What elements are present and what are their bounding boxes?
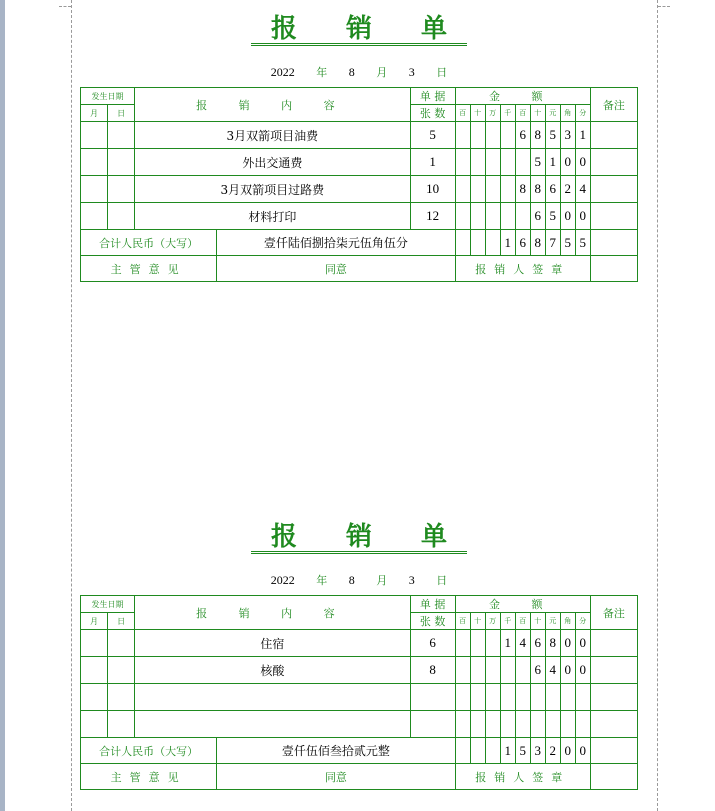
date-day-unit: 日 xyxy=(436,66,448,79)
header-occur-date: 发生日期 xyxy=(81,596,135,613)
row-digit[interactable]: 0 xyxy=(560,203,575,230)
digit-header: 分 xyxy=(575,105,590,122)
total-digit[interactable] xyxy=(485,738,500,764)
row-digit[interactable] xyxy=(455,630,470,657)
signer-label: 报销人签章 xyxy=(455,256,590,282)
row-digit[interactable] xyxy=(515,684,530,711)
row-count[interactable]: 8 xyxy=(410,657,455,684)
date-month: 8 xyxy=(348,65,355,79)
header-receipt-count-2: 张 数 xyxy=(410,105,455,122)
total-digit[interactable]: 3 xyxy=(530,738,545,764)
expense-table xyxy=(80,87,638,282)
window-left-edge xyxy=(0,0,5,811)
row-digit[interactable]: 0 xyxy=(575,630,590,657)
row-month[interactable] xyxy=(81,630,108,657)
row-digit[interactable]: 2 xyxy=(560,176,575,203)
row-digit[interactable]: 6 xyxy=(530,203,545,230)
row-digit[interactable]: 6 xyxy=(530,657,545,684)
total-remarks[interactable] xyxy=(590,738,637,764)
row-count[interactable] xyxy=(410,684,455,711)
header-content: 报 销 内 容 xyxy=(135,596,410,630)
total-digit[interactable] xyxy=(455,738,470,764)
row-digit[interactable] xyxy=(455,684,470,711)
row-digit[interactable] xyxy=(455,149,470,176)
expense-row xyxy=(81,203,638,230)
date-month-unit: 月 xyxy=(376,66,388,79)
total-digit[interactable]: 1 xyxy=(500,738,515,764)
date-month: 8 xyxy=(348,573,355,587)
digit-header: 十 xyxy=(530,105,545,122)
total-digit[interactable]: 0 xyxy=(575,738,590,764)
row-digit[interactable] xyxy=(455,122,470,149)
row-digit[interactable] xyxy=(470,657,485,684)
row-content[interactable]: 外出交通费 xyxy=(135,149,410,176)
digit-header: 元 xyxy=(545,105,560,122)
total-row xyxy=(81,738,638,764)
row-digit[interactable] xyxy=(455,176,470,203)
total-digit[interactable]: 0 xyxy=(560,738,575,764)
total-words[interactable]: 壹仟陆佰捌拾柒元伍角伍分 xyxy=(217,230,455,256)
row-remarks[interactable] xyxy=(590,657,637,684)
row-digit[interactable] xyxy=(500,176,515,203)
header-receipt-count-1: 单 据 xyxy=(410,88,455,105)
header-amount: 金 额 xyxy=(455,596,590,613)
row-digit[interactable]: 6 xyxy=(530,630,545,657)
expense-row xyxy=(81,657,638,684)
supervisor-opinion[interactable]: 同意 xyxy=(217,256,455,282)
row-digit[interactable] xyxy=(470,630,485,657)
row-digit[interactable] xyxy=(485,711,500,738)
row-digit[interactable]: 4 xyxy=(575,176,590,203)
row-digit[interactable] xyxy=(485,630,500,657)
row-digit[interactable] xyxy=(485,176,500,203)
total-digit[interactable]: 7 xyxy=(545,230,560,256)
supervisor-label: 主管意见 xyxy=(81,256,217,282)
row-month[interactable] xyxy=(81,203,108,230)
signer-signature[interactable] xyxy=(590,764,637,790)
digit-header: 百 xyxy=(515,105,530,122)
row-digit[interactable]: 0 xyxy=(575,657,590,684)
row-digit[interactable]: 6 xyxy=(545,176,560,203)
signature-row xyxy=(81,764,638,790)
row-digit[interactable]: 0 xyxy=(575,149,590,176)
digit-header: 角 xyxy=(560,105,575,122)
total-remarks[interactable] xyxy=(590,230,637,256)
row-content[interactable]: 材料打印 xyxy=(135,203,410,230)
row-count[interactable]: 5 xyxy=(410,122,455,149)
row-content[interactable] xyxy=(135,684,410,711)
row-digit[interactable]: 0 xyxy=(560,657,575,684)
row-digit[interactable] xyxy=(470,203,485,230)
digit-header: 角 xyxy=(560,613,575,630)
row-day[interactable] xyxy=(108,657,135,684)
header-receipt-count-2: 张 数 xyxy=(410,613,455,630)
header-receipt-count-1: 单 据 xyxy=(410,596,455,613)
row-digit[interactable]: 5 xyxy=(545,122,560,149)
digit-header: 百 xyxy=(455,105,470,122)
digit-header: 万 xyxy=(485,105,500,122)
row-content[interactable]: 核酸 xyxy=(135,657,410,684)
row-digit[interactable] xyxy=(500,149,515,176)
expense-row xyxy=(81,176,638,203)
total-digit[interactable]: 2 xyxy=(545,738,560,764)
row-count[interactable] xyxy=(410,711,455,738)
supervisor-label: 主管意见 xyxy=(81,764,217,790)
date-year-unit: 年 xyxy=(316,574,328,587)
row-count[interactable]: 10 xyxy=(410,176,455,203)
digit-header: 百 xyxy=(515,613,530,630)
margin-corner-right xyxy=(658,0,670,7)
row-day[interactable] xyxy=(108,203,135,230)
total-digit[interactable] xyxy=(455,230,470,256)
total-label: 合计人民币（大写） xyxy=(81,230,217,256)
form-date xyxy=(80,572,638,586)
total-digit[interactable]: 5 xyxy=(515,738,530,764)
digit-header: 十 xyxy=(470,105,485,122)
header-day: 日 xyxy=(108,105,135,122)
form-title: 报 销 单 xyxy=(251,16,467,46)
row-content[interactable] xyxy=(135,711,410,738)
row-digit[interactable] xyxy=(470,122,485,149)
signer-signature[interactable] xyxy=(590,256,637,282)
digit-header: 分 xyxy=(575,613,590,630)
form-title-wrap xyxy=(80,524,638,550)
date-day: 3 xyxy=(408,65,415,79)
row-digit[interactable] xyxy=(455,711,470,738)
row-digit[interactable]: 3 xyxy=(560,122,575,149)
row-digit[interactable] xyxy=(500,657,515,684)
row-digit[interactable] xyxy=(515,149,530,176)
row-digit[interactable]: 1 xyxy=(500,630,515,657)
row-month[interactable] xyxy=(81,149,108,176)
date-day: 3 xyxy=(408,573,415,587)
signer-label: 报销人签章 xyxy=(455,764,590,790)
total-digit[interactable]: 8 xyxy=(530,230,545,256)
form-title-wrap xyxy=(80,16,638,42)
row-digit[interactable]: 6 xyxy=(515,122,530,149)
row-digit[interactable]: 8 xyxy=(530,176,545,203)
row-digit[interactable] xyxy=(500,684,515,711)
row-digit[interactable] xyxy=(500,203,515,230)
row-digit[interactable]: 1 xyxy=(575,122,590,149)
row-digit[interactable] xyxy=(485,657,500,684)
row-digit[interactable]: 1 xyxy=(545,149,560,176)
row-digit[interactable] xyxy=(485,122,500,149)
row-digit[interactable] xyxy=(515,711,530,738)
digit-header: 十 xyxy=(470,613,485,630)
total-label: 合计人民币（大写） xyxy=(81,738,217,764)
header-remarks: 备注 xyxy=(590,88,637,122)
date-day-unit: 日 xyxy=(436,574,448,587)
row-digit[interactable] xyxy=(455,203,470,230)
row-digit[interactable] xyxy=(545,684,560,711)
signature-row xyxy=(81,256,638,282)
expense-row xyxy=(81,149,638,176)
digit-header: 十 xyxy=(530,613,545,630)
row-remarks[interactable] xyxy=(590,711,637,738)
row-digit[interactable]: 4 xyxy=(545,657,560,684)
date-year: 2022 xyxy=(270,65,295,79)
row-digit[interactable] xyxy=(470,149,485,176)
total-digit[interactable] xyxy=(485,230,500,256)
form-title: 报 销 单 xyxy=(251,524,467,554)
row-digit[interactable] xyxy=(575,711,590,738)
header-month: 月 xyxy=(81,613,108,630)
row-count[interactable]: 12 xyxy=(410,203,455,230)
row-digit[interactable] xyxy=(485,203,500,230)
row-day[interactable] xyxy=(108,630,135,657)
row-digit[interactable] xyxy=(545,711,560,738)
row-day[interactable] xyxy=(108,711,135,738)
row-content[interactable]: 住宿 xyxy=(135,630,410,657)
row-digit[interactable] xyxy=(470,176,485,203)
digit-header: 元 xyxy=(545,613,560,630)
row-remarks[interactable] xyxy=(590,684,637,711)
row-digit[interactable] xyxy=(485,684,500,711)
row-digit[interactable]: 8 xyxy=(530,122,545,149)
total-words[interactable]: 壹仟伍佰叁拾贰元整 xyxy=(217,738,455,764)
expense-row xyxy=(81,711,638,738)
row-count[interactable]: 6 xyxy=(410,630,455,657)
row-digit[interactable] xyxy=(530,684,545,711)
row-remarks[interactable] xyxy=(590,176,637,203)
form-date xyxy=(80,64,638,78)
digit-header: 百 xyxy=(455,613,470,630)
total-digit[interactable]: 5 xyxy=(575,230,590,256)
row-digit[interactable] xyxy=(455,657,470,684)
total-digit[interactable] xyxy=(470,738,485,764)
expense-row xyxy=(81,122,638,149)
row-content[interactable]: 3月双箭项目过路费 xyxy=(135,176,410,203)
header-month: 月 xyxy=(81,105,108,122)
row-remarks[interactable] xyxy=(590,149,637,176)
row-digit[interactable]: 5 xyxy=(530,149,545,176)
row-month[interactable] xyxy=(81,684,108,711)
row-day[interactable] xyxy=(108,149,135,176)
header-content: 报 销 内 容 xyxy=(135,88,410,122)
row-digit[interactable] xyxy=(470,684,485,711)
row-digit[interactable]: 8 xyxy=(515,176,530,203)
row-remarks[interactable] xyxy=(590,203,637,230)
row-day[interactable] xyxy=(108,684,135,711)
row-digit[interactable] xyxy=(485,149,500,176)
total-digit[interactable]: 1 xyxy=(500,230,515,256)
row-content[interactable]: 3月双箭项目油费 xyxy=(135,122,410,149)
header-remarks: 备注 xyxy=(590,596,637,630)
row-digit[interactable]: 8 xyxy=(545,630,560,657)
supervisor-opinion[interactable]: 同意 xyxy=(217,764,455,790)
header-day: 日 xyxy=(108,613,135,630)
header-amount: 金 额 xyxy=(455,88,590,105)
row-digit[interactable] xyxy=(500,122,515,149)
total-digit[interactable]: 6 xyxy=(515,230,530,256)
row-digit[interactable]: 5 xyxy=(545,203,560,230)
digit-header: 万 xyxy=(485,613,500,630)
row-digit[interactable]: 0 xyxy=(575,203,590,230)
row-month[interactable] xyxy=(81,657,108,684)
expense-row xyxy=(81,684,638,711)
row-digit[interactable] xyxy=(575,684,590,711)
margin-corner-left xyxy=(59,0,71,7)
expense-row xyxy=(81,630,638,657)
row-month[interactable] xyxy=(81,122,108,149)
row-digit[interactable] xyxy=(560,684,575,711)
digit-header: 千 xyxy=(500,613,515,630)
digit-header: 千 xyxy=(500,105,515,122)
row-digit[interactable]: 0 xyxy=(560,630,575,657)
expense-table xyxy=(80,595,638,790)
row-day[interactable] xyxy=(108,176,135,203)
row-remarks[interactable] xyxy=(590,630,637,657)
row-month[interactable] xyxy=(81,176,108,203)
row-month[interactable] xyxy=(81,711,108,738)
row-digit[interactable] xyxy=(560,711,575,738)
total-digit[interactable]: 5 xyxy=(560,230,575,256)
row-digit[interactable] xyxy=(470,711,485,738)
total-digit[interactable] xyxy=(470,230,485,256)
total-row xyxy=(81,230,638,256)
row-digit[interactable] xyxy=(515,203,530,230)
row-remarks[interactable] xyxy=(590,122,637,149)
row-digit[interactable]: 4 xyxy=(515,630,530,657)
date-year: 2022 xyxy=(270,573,295,587)
row-digit[interactable] xyxy=(500,711,515,738)
row-day[interactable] xyxy=(108,122,135,149)
row-digit[interactable]: 0 xyxy=(560,149,575,176)
row-digit[interactable] xyxy=(530,711,545,738)
page-margin-right xyxy=(657,0,658,811)
date-month-unit: 月 xyxy=(376,574,388,587)
page-margin-left xyxy=(71,0,72,811)
header-occur-date: 发生日期 xyxy=(81,88,135,105)
row-count[interactable]: 1 xyxy=(410,149,455,176)
row-digit[interactable] xyxy=(515,657,530,684)
date-year-unit: 年 xyxy=(316,66,328,79)
